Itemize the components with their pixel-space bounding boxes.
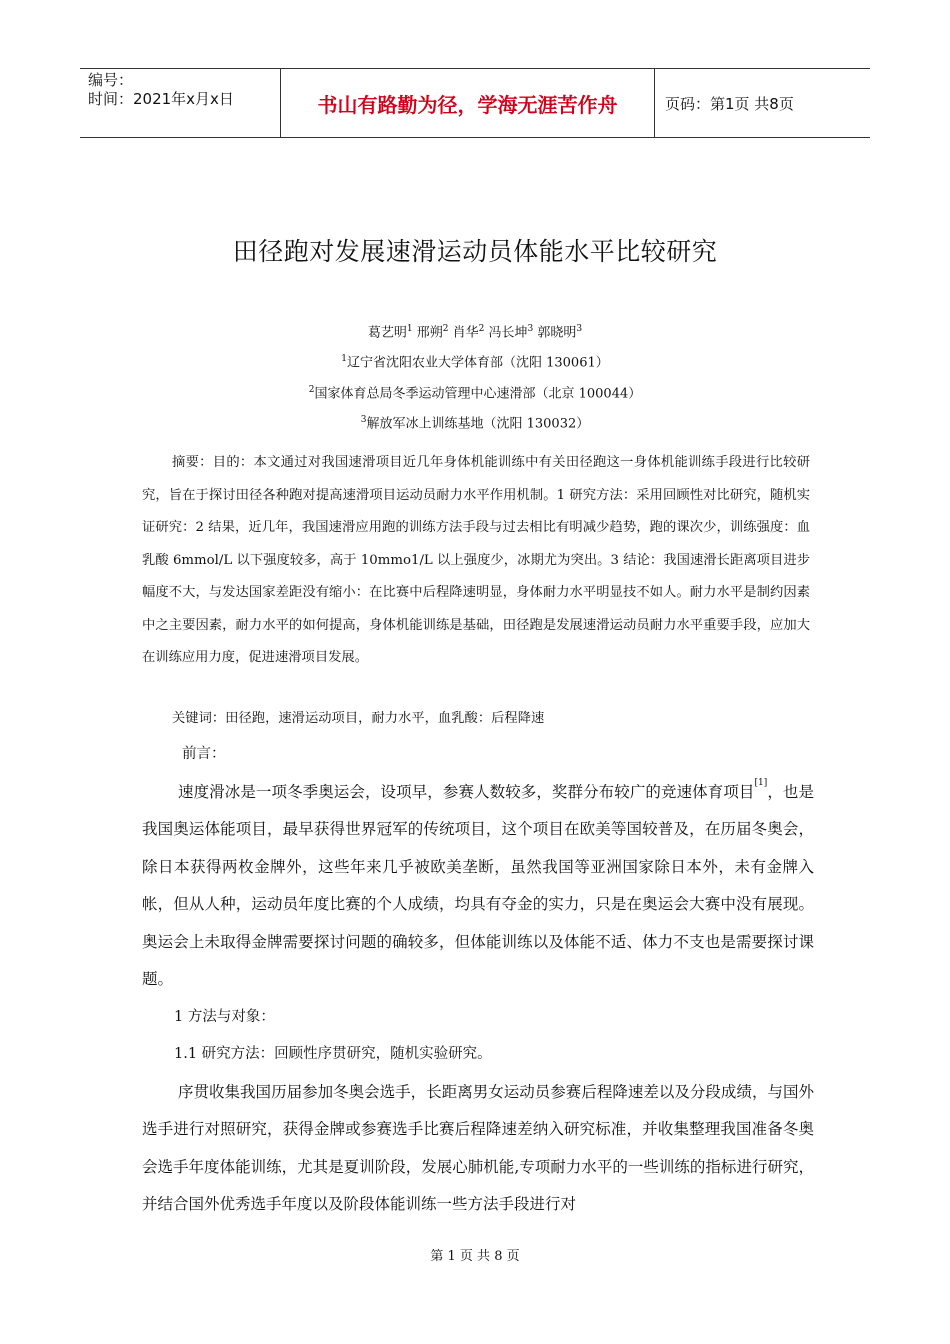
author-name: 郭晓明 xyxy=(537,325,577,341)
intro-text-cont: ，也是我国奥运体能项目，最早获得世界冠军的传统项目，这个项目在欧美等国较普及，在历届冬奥会，除日本获得两枚金牌外，这些年来几乎被欧美垄断，虽然我国等亚洲国家除日本外，未有金牌入帐，但从人种，运动员年度比赛的个人成绩，均具有夺金的实力，只是在奥运会大赛中没有展现。奥运会上未取得金牌需要探讨问题的确较多，但体能训练以及体能不适、体力不支也是需要探讨课题。 xyxy=(142,782,814,988)
author-mark: 3 xyxy=(576,324,583,334)
section-1-heading: 1 方法与对象： xyxy=(174,1008,275,1025)
author-mark: 2 xyxy=(442,324,449,334)
number-label: 编号： xyxy=(88,71,134,89)
affiliation-text: 国家体育总局冬季运动管理中心速滑部（北京 100044） xyxy=(314,385,642,401)
author-mark: 1 xyxy=(406,324,413,334)
author-name: 肖华 xyxy=(452,325,479,341)
preface-heading: 前言： xyxy=(182,746,226,762)
author-mark: 3 xyxy=(527,324,534,334)
header-page-info: 页码：第1页 共8页 xyxy=(665,94,794,113)
author-block xyxy=(0,316,950,437)
author-name: 葛艺明 xyxy=(367,325,407,341)
section-1-1-heading: 1.1 研究方法：回顾性序贯研究，随机实验研究。 xyxy=(174,1046,492,1062)
affiliation-2 xyxy=(0,377,950,407)
header-left-cell xyxy=(80,69,281,137)
affiliation-mark: 2 xyxy=(308,384,315,395)
page-header xyxy=(80,68,870,138)
keywords: 关键词：田径跑，速滑运动项目，耐力水平，血乳酸：后程降速 xyxy=(172,711,545,726)
affiliation-text: 辽宁省沈阳农业大学体育部（沈阳 130061） xyxy=(346,355,609,371)
methods-paragraph: 序贯收集我国历届参加冬奥会选手，长距离男女运动员参赛后程降速差以及分段成绩，与国外选手进行对照研究，获得金牌或参赛选手比赛后程降速差纳入研究标准，并收集整理我国准备冬奥会选手年度体能训练，尤其是夏训阶段，发展心肺机能,专项耐力水平的一些训练的指标进行研究，并结合国外优秀选手年度以及阶段体能训练一些方法手段进行对 xyxy=(142,1082,814,1213)
abstract-text: 摘要：目的：本文通过对我国速滑项目近几年身体机能训练中有关田径跑这一身体机能训练手段进行比较研究，旨在于探讨田径各种跑对提高速滑项目运动员耐力水平作用机制。1 研究方法：采用回顾性对比研究，随机实证研究：2 结果，近几年，我国速滑应用跑的训练方法手段与过去相比有明减少趋势，跑的课次少，训练强度：血乳酸 6mmol/L 以下强度较多，高于 10mmo1/L 以上强度少，冰期尤为突出。3 结论：我国速滑长距离项目进步幅度不大，与发达国家差距没有缩小：在比赛中后程降速明显，身体耐力水平明显技不如人。耐力水平是制约因素中之主要因素，耐力水平的如何提高，身体机能训练是基础，田径跑是发展速滑运动员耐力水平重要手段，应加大在训练应用力度，促进速滑项目发展。 xyxy=(142,455,810,665)
time-label: 时间：2021年x月x日 xyxy=(88,90,234,108)
author-line xyxy=(0,316,950,346)
header-motto: 书山有路勤为径，学海无涯苦作舟 xyxy=(281,69,655,137)
intro-text: 速度滑冰是一项冬季奥运会，设项早，参赛人数较多，奖群分布较广的竞速体育项目 xyxy=(178,782,755,801)
citation-mark: [1] xyxy=(754,777,768,788)
affiliation-text: 解放军冰上训练基地（沈阳 130032） xyxy=(366,416,590,432)
main-body xyxy=(142,736,814,1224)
author-name: 邢朔 xyxy=(416,325,443,341)
page-footer: 第 1 页 共 8 页 xyxy=(430,1249,520,1264)
intro-paragraph xyxy=(142,774,814,999)
affiliation-mark: 3 xyxy=(360,414,367,425)
affiliation-mark: 1 xyxy=(341,354,347,365)
author-name: 冯长坤 xyxy=(488,325,528,341)
affiliation-1 xyxy=(0,346,950,376)
abstract xyxy=(142,447,810,675)
author-mark: 2 xyxy=(478,324,485,334)
document-title: 田径跑对发展速滑运动员体能水平比较研究 xyxy=(232,237,718,266)
affiliation-3 xyxy=(0,407,950,437)
